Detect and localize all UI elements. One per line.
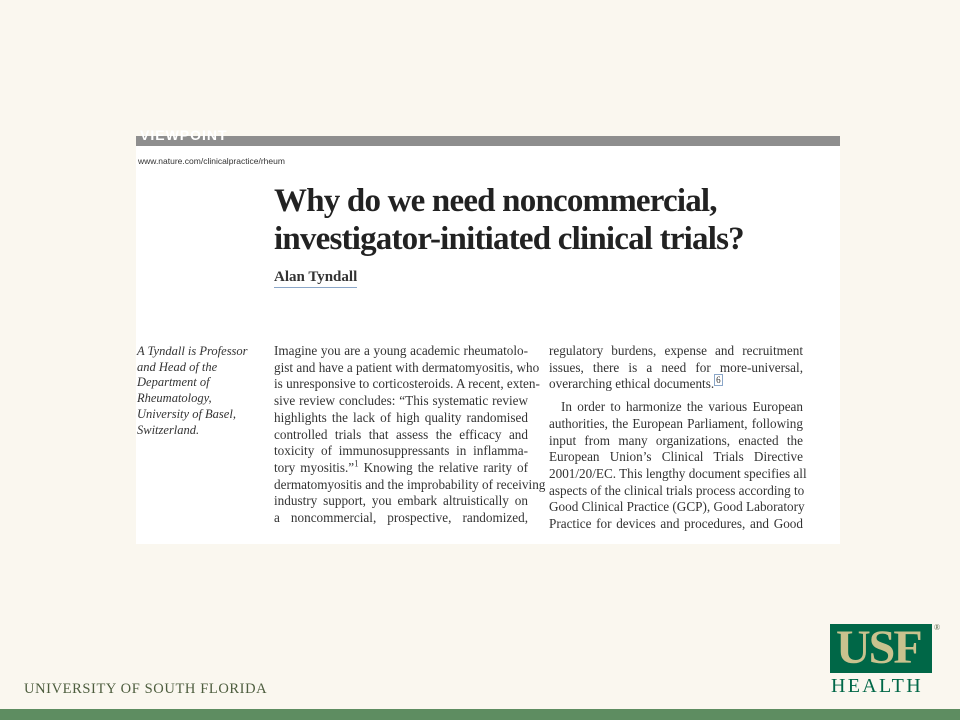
registered-mark: ® (934, 623, 941, 632)
body-line: sive review concludes: “This systematic review (274, 393, 528, 409)
body-line: aspects of the clinical trials process according to (549, 482, 805, 498)
body-line: European Union’s Clinical Trials Directive (549, 449, 803, 465)
body-line: highlights the lack of high quality randomised (274, 409, 528, 425)
body-line: gist and have a patient with dermatomyositis, who (274, 359, 540, 375)
title-line: investigator-initiated clinical trials? (274, 221, 744, 257)
logo-usf-box (830, 621, 932, 674)
body-line: industry support, you embark altruistically on (274, 493, 528, 509)
body-line (549, 376, 803, 393)
affiliation-line: Switzerland. (137, 422, 200, 437)
reference-marker: 1 (354, 458, 359, 469)
author-affiliation (137, 344, 257, 438)
body-column-right (549, 343, 807, 533)
author-name: Alan Tyndall (274, 269, 357, 288)
logo-health-text: HEALTH (831, 675, 923, 697)
body-text: Knowing the relative rarity of (358, 459, 528, 475)
reference-link[interactable]: 6 (716, 375, 721, 386)
affiliation-line: Rheumatology, (137, 391, 212, 406)
article-title (274, 182, 834, 258)
journal-url: www.nature.com/clinicalpractice/rheum (138, 156, 285, 166)
section-band (136, 127, 840, 146)
affiliation-line: University of Basel, (137, 406, 236, 421)
university-name: UNIVERSITY OF SOUTH FLORIDA (24, 681, 268, 697)
body-column-left (274, 343, 546, 527)
body-line (274, 460, 528, 477)
body-line: toxicity of immunosuppressants in inflamma- (274, 443, 528, 459)
body-line: Good Clinical Practice (GCP), Good Laboratory (549, 499, 805, 515)
bottom-bar (0, 709, 960, 720)
usf-health-logo (830, 621, 942, 697)
body-line: In order to harmonize the various European (561, 399, 803, 415)
body-text: overarching ethical documents. (549, 376, 715, 392)
body-line: controlled trials that assess the efficacy and (274, 426, 528, 442)
body-line: a noncommercial, prospective, randomized, (274, 510, 528, 526)
body-line: Imagine you are a young academic rheumatolo- (274, 343, 528, 358)
body-line: issues, there is a need for more-universal, (549, 359, 803, 375)
section-label: VIEWPOINT (140, 127, 228, 143)
body-line: regulatory burdens, expense and recruitment (549, 343, 803, 358)
affiliation-line: and Head of the (137, 359, 218, 374)
article-image (136, 127, 840, 544)
body-line: is unresponsive to corticosteroids. A recent, exten- (274, 376, 540, 392)
affiliation-line: A Tyndall is Professor (137, 344, 248, 358)
body-line: Practice for devices and procedures, and Good (549, 516, 803, 532)
logo-usf-text: USF (836, 621, 921, 674)
body-text: tory myositis.” (274, 459, 355, 475)
title-line: Why do we need noncommercial, (274, 183, 717, 219)
affiliation-line: Department of (137, 375, 210, 390)
body-line: 2001/20/EC. This lengthy document specifies all (549, 465, 807, 481)
body-line: authorities, the European Parliament, following (549, 415, 803, 431)
body-line: dermatomyositis and the improbability of receiving (274, 476, 546, 492)
body-line: input from many organizations, enacted the (549, 432, 803, 448)
